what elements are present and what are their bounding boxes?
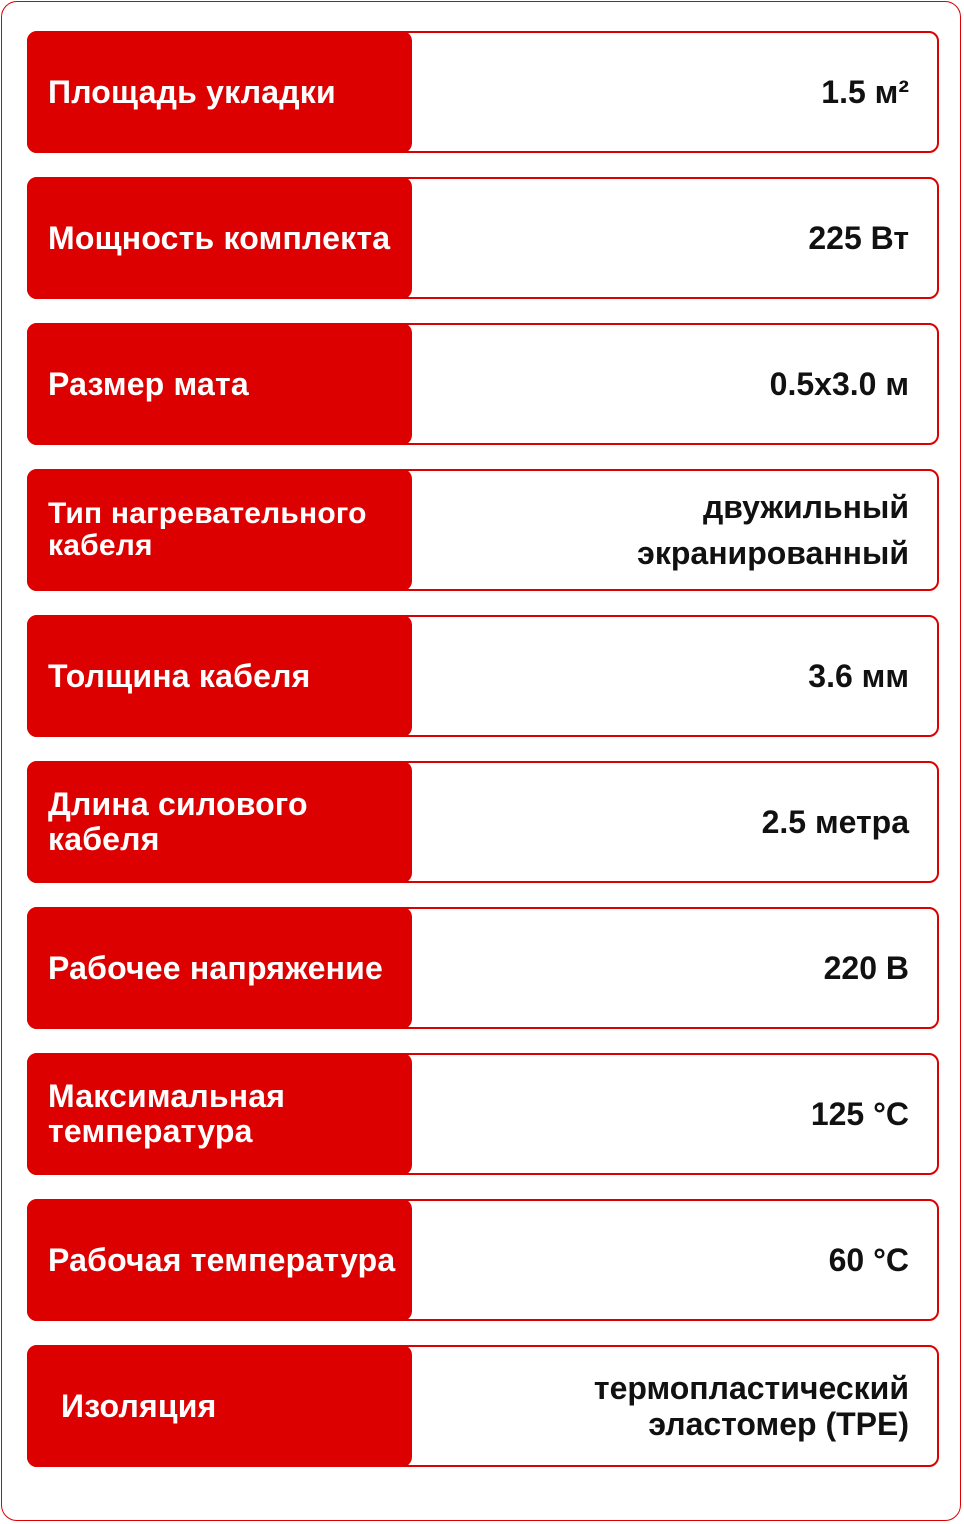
spec-label-box xyxy=(27,323,412,445)
spec-row-work-temp xyxy=(27,1199,939,1321)
spec-value: 225 Вт xyxy=(808,220,909,256)
spec-value: двужильный экранированный xyxy=(637,489,909,571)
spec-label-box xyxy=(27,177,412,299)
spec-label: Максимальная температура xyxy=(48,1078,286,1149)
spec-row-max-temp xyxy=(27,1053,939,1175)
spec-label: Рабочее напряжение xyxy=(48,949,384,986)
spec-label-box xyxy=(27,1053,412,1175)
spec-label: Длина силового кабеля xyxy=(48,786,308,857)
spec-label: Площадь укладки xyxy=(48,73,336,110)
spec-label-box xyxy=(27,907,412,1029)
spec-label: Толщина кабеля xyxy=(48,657,311,694)
spec-label: Размер мата xyxy=(48,365,249,402)
spec-label-box xyxy=(27,1199,412,1321)
spec-value: 1.5 м² xyxy=(821,74,909,110)
spec-label-box xyxy=(27,1345,412,1467)
spec-label-box xyxy=(27,469,412,591)
spec-label-box xyxy=(27,761,412,883)
spec-label: Мощность комплекта xyxy=(48,219,391,256)
spec-row-power-cable-length xyxy=(27,761,939,883)
spec-label: Рабочая температура xyxy=(48,1241,396,1278)
spec-row-cable-type xyxy=(27,469,939,591)
spec-row-cable-thickness xyxy=(27,615,939,737)
spec-value: 220 В xyxy=(823,950,909,986)
spec-label: Тип нагревательного кабеля xyxy=(48,497,367,562)
spec-value: 0.5х3.0 м xyxy=(769,366,909,402)
spec-row-area xyxy=(27,31,939,153)
spec-row-power xyxy=(27,177,939,299)
spec-label: Изоляция xyxy=(61,1387,217,1424)
spec-value: термопластический эластомер (TPE) xyxy=(593,1370,909,1442)
spec-row-insulation xyxy=(27,1345,939,1467)
spec-label-box xyxy=(27,615,412,737)
spec-value: 2.5 метра xyxy=(761,804,909,840)
spec-value: 125 °С xyxy=(810,1096,909,1132)
spec-value: 3.6 мм xyxy=(808,658,909,694)
spec-row-mat-size xyxy=(27,323,939,445)
spec-value: 60 °С xyxy=(828,1242,909,1278)
spec-label-box xyxy=(27,31,412,153)
spec-row-voltage xyxy=(27,907,939,1029)
